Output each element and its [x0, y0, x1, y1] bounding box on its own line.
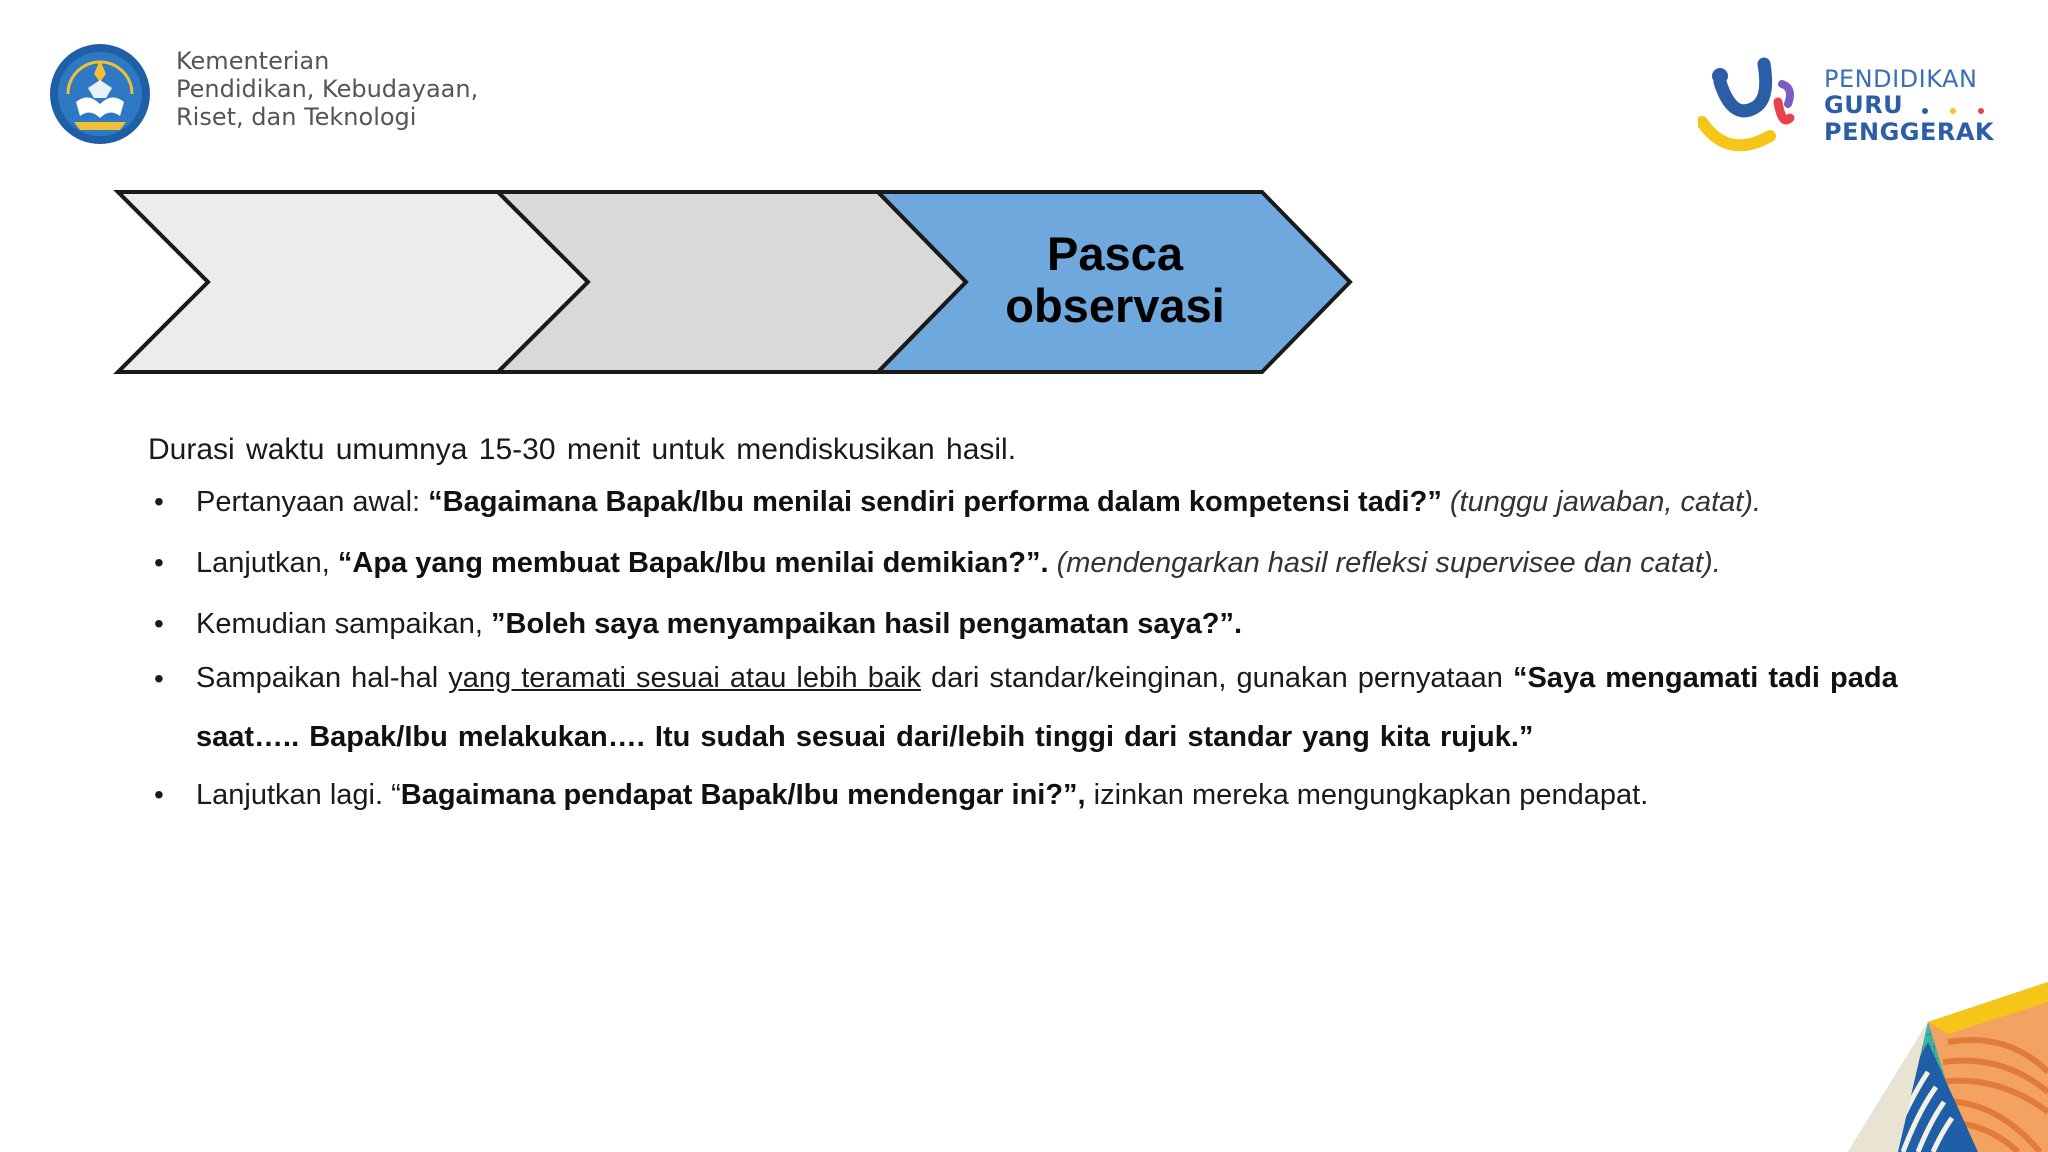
bullet-1-prefix: Pertanyaan awal: — [196, 486, 429, 518]
program-logo-guru: GURU — [1824, 91, 1904, 119]
guru-penggerak-mark-icon — [1698, 56, 1828, 152]
bullet-5-prefix: Lanjutkan lagi. “ — [196, 779, 401, 811]
program-logo-line-2 — [1824, 92, 1995, 119]
bullet-5-question: Bagaimana pendapat Bapak/Ibu mendengar ini?”, — [400, 779, 1086, 811]
ministry-name-line-1: Kementerian — [176, 47, 330, 75]
list-item — [148, 649, 1908, 767]
ministry-name-line-2: Pendidikan, Kebudayaan, — [176, 75, 479, 103]
list-item — [148, 775, 1908, 815]
bullet-3-prefix: Kemudian sampaikan, — [196, 608, 491, 640]
active-stage-label — [970, 228, 1260, 332]
bullet-2-question: “Apa yang membuat Bapak/Ibu menilai demikian?”. — [337, 547, 1049, 579]
bullet-2-note: (mendengarkan hasil refleksi supervisee dan catat). — [1048, 547, 1721, 579]
bullet-4-prefix: Sampaikan hal-hal — [196, 662, 449, 694]
bullet-2-prefix: Lanjutkan, — [196, 547, 338, 579]
active-stage-label-line-1: Pasca — [1047, 227, 1183, 280]
slide-body — [148, 430, 1908, 815]
program-logo-line-3: PENGGERAK — [1824, 118, 1995, 146]
program-logo-dots-icon — [1911, 93, 1995, 119]
bullet-3-question: ”Boleh saya menyampaikan hasil pengamatan saya?”. — [491, 608, 1243, 640]
program-logo — [1698, 56, 1998, 152]
ministry-name-line-3: Riset, dan Teknologi — [176, 103, 417, 131]
bullet-5-suffix: izinkan mereka mengungkapkan pendapat. — [1085, 779, 1649, 811]
bullet-4-statement: “Saya mengamati tadi pada saat….. Bapak/Ibu melakukan…. Itu sudah sesuai dari/lebih tinggi dari standar yang kita rujuk.” — [196, 662, 1898, 753]
decorative-corner-pattern-icon — [1778, 962, 2048, 1152]
list-item — [148, 543, 1908, 583]
list-item — [148, 482, 1908, 522]
process-chevrons — [0, 0, 1400, 400]
intro-text: Durasi waktu umumnya 15-30 menit untuk mendiskusikan hasil. — [148, 433, 1017, 466]
bullet-4-middle: dari standar/keinginan, gunakan pernyataan — [920, 662, 1513, 694]
program-logo-text — [1824, 66, 1995, 145]
active-stage-label-line-2: observasi — [1005, 279, 1225, 332]
bullet-1-note: (tunggu jawaban, catat). — [1441, 486, 1762, 518]
bullet-1-question: “Bagaimana Bapak/Ibu menilai sendiri performa dalam kompetensi tadi?” — [428, 486, 1442, 518]
bullet-4-underlined: yang teramati sesuai atau lebih baik — [448, 662, 921, 694]
program-logo-line-1: PENDIDIKAN — [1824, 65, 1978, 93]
guidance-list — [148, 482, 1908, 815]
list-item — [148, 604, 1908, 644]
process-stage-1 — [118, 192, 588, 372]
